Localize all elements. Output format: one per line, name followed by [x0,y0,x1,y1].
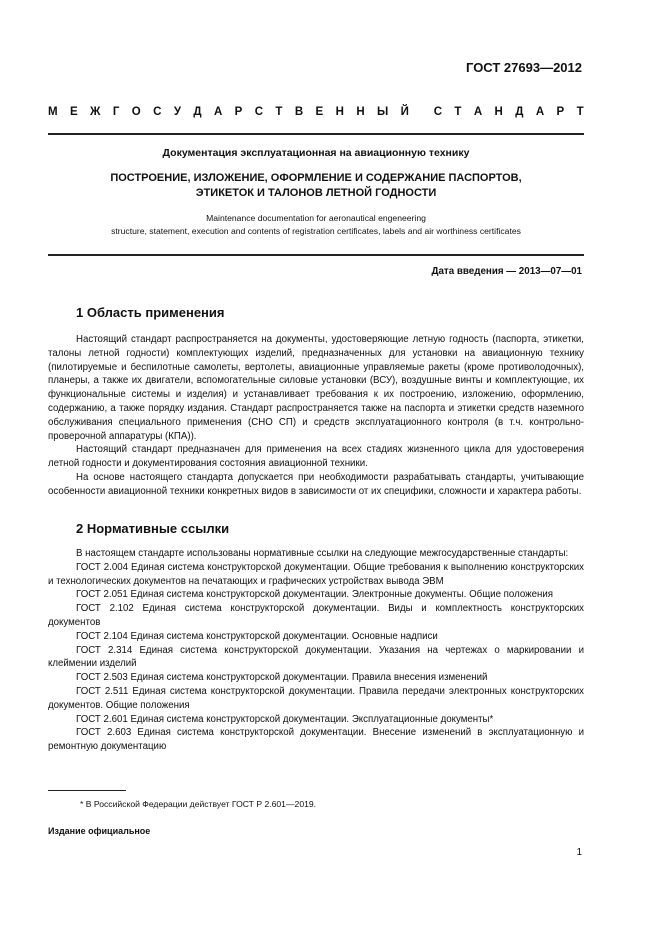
heading-letter: М [48,106,58,118]
introduction-date: Дата введения — 2013—07—01 [431,266,582,277]
heading-letter: О [131,106,141,118]
heading-letter: Р [556,106,565,118]
heading-letter: Д [193,106,202,118]
english-title-line: Maintenance documentation for aeronautical engeneering [206,213,426,223]
heading-letter: А [473,106,483,118]
heading-letter: Д [515,106,524,118]
document-title [48,171,584,200]
heading-letter: С [254,106,264,118]
english-title [48,212,584,237]
reference-item: ГОСТ 2.004 Единая система конструкторской документации. Общие требования к выполнению конструкторских и технологических документов на печатающих и графических устройствах вывода ЭВМ [48,561,584,587]
reference-item: ГОСТ 2.511 Единая система конструкторской документации. Правила передачи электронных конструкторских документов. Общие положения [48,685,584,711]
heading-letter: С [433,106,443,118]
scope-section-body [48,333,584,499]
title-line: ЭТИКЕТОК И ТАЛОНОВ ЛЕТНОЙ ГОДНОСТИ [195,186,437,199]
reference-item: ГОСТ 2.102 Единая система конструкторской документации. Виды и комплектность конструкторских документов [48,603,584,628]
reference-item: ГОСТ 2.051 Единая система конструкторской документации. Электронные документы. Общие положения [76,589,553,601]
heading-letter: Ы [377,106,389,118]
heading-letter: Н [494,106,503,118]
reference-item: ГОСТ 2.503 Единая система конструкторской документации. Правила внесения изменений [76,672,488,684]
title-divider [48,254,584,256]
title-line: ПОСТРОЕНИЕ, ИЗЛОЖЕНИЕ, ОФОРМЛЕНИЕ И СОДЕРЖАНИЕ ПАСПОРТОВ, [110,172,522,184]
heading-letter: Т [275,106,283,118]
heading-letter: С [153,106,162,118]
paragraph: Настоящий стандарт распространяется на документы, удостоверяющие летную годность (паспорта, этикетки, талоны летной годности) комплектующих изделий, предназначенных для установки на авиационную технику (пилотируемые и беспилотные самолеты, вертолеты, авиационные управляемые ракеты (кроме противолодочных), планеры, а также их двигатели, вспомогательные силовые установки (ВСУ), воздушные винты и комплектующие, их функциональные системы и изделия) и устанавливает требования к их построению, изложению, оформлению, содержанию, а также порядку издания. Стандарт распространяется также на паспорта и этикетки средств наземного обслуживания специального применения (СНО СП) и средств эксплуатационного контроля (в т.ч. контрольно-проверочной аппаратуры (КПА)). [48,334,584,442]
heading-letter: В [294,106,304,118]
heading-letter: А [535,106,545,118]
official-edition-label: Издание официальное [48,826,151,836]
footnote: * В Российской Федерации действует ГОСТ Р 2.601—2019. [80,799,317,809]
heading-letter: Ж [90,106,101,118]
reference-item: ГОСТ 2.601 Единая система конструкторской документации. Эксплуатационные документы* [76,713,494,725]
heading-letter: Н [335,106,344,118]
english-title-line: structure, statement, execution and contents of registration certificates, labels and air worthiness certificates [111,225,521,236]
paragraph: На основе настоящего стандарта допускается при необходимости разрабатывать стандарты, учитывающие особенности авиационной техники конкретных видов в зависимости от их специфики, сложности и характера работы. [48,471,584,497]
reference-item: ГОСТ 2.314 Единая система конструкторской документации. Указания на чертежах о маркировании и клеймении изделий [48,644,584,670]
heading-letter: Р [234,106,243,118]
page-number: 1 [576,847,582,858]
heading-letter: Г [112,106,120,118]
gost-number: ГОСТ 27693—2012 [466,60,582,75]
top-divider [48,133,584,135]
heading-letter: Т [576,106,584,118]
heading-letter: Й [400,106,409,118]
section-heading-references: 2 Нормативные ссылки [76,521,230,536]
heading-letter: У [173,106,181,118]
footnote-divider [48,790,126,791]
heading-letter: Н [356,106,365,118]
references-section-body [48,547,584,754]
reference-item: ГОСТ 2.603 Единая система конструкторской документации. Внесение изменений в эксплуатационную и ремонтную документацию [48,727,584,753]
paragraph: В настоящем стандарте использованы нормативные ссылки на следующие межгосударственные стандарты: [76,548,569,559]
reference-item: ГОСТ 2.104 Единая система конструкторской документации. Основные надписи [76,630,438,642]
paragraph: Настоящий стандарт предназначен для применения на всех стадиях жизненного цикла для удостоверения летной годности и документирования состояния авиационной техники. [48,444,584,470]
interstate-standard-heading [48,106,584,118]
document-series: Документация эксплуатационная на авиационную технику [162,147,470,159]
heading-letter: Т [454,106,462,118]
section-heading-scope: 1 Область применения [76,305,225,320]
heading-letter: А [213,106,223,118]
heading-letter: Е [315,106,324,118]
heading-letter: Е [69,106,78,118]
